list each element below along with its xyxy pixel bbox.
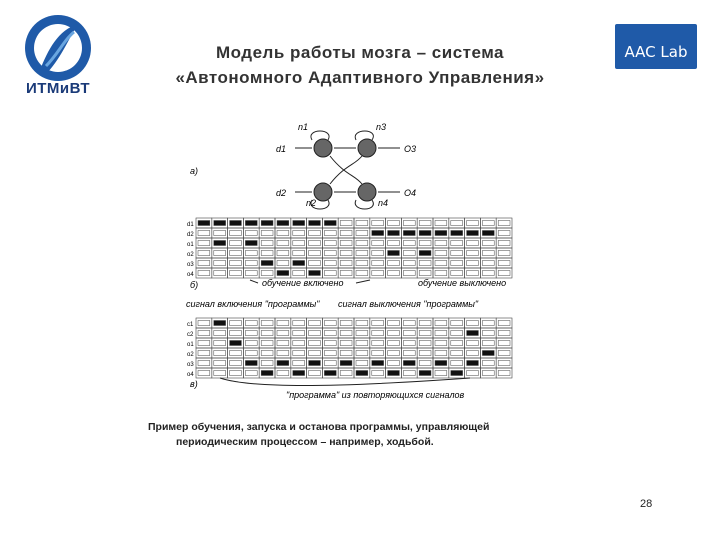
grid-pulse-on — [482, 231, 494, 236]
grid-pulse-off — [293, 321, 305, 326]
grid-pulse-off — [261, 331, 273, 336]
label-program-off: сигнал выключения "программы" — [338, 299, 479, 309]
grid-pulse-on — [261, 261, 273, 266]
grid-pulse-off — [261, 351, 273, 356]
grid-pulse-on — [245, 221, 257, 226]
grid-pulse-off — [467, 371, 479, 376]
grid-pulse-off — [356, 361, 368, 366]
label-d1: d1 — [276, 144, 287, 154]
grid-pulse-off — [198, 371, 210, 376]
grid-pulse-on — [277, 361, 289, 366]
grid-pulse-on — [230, 341, 242, 346]
grid-pulse-off — [419, 261, 431, 266]
itmivt-logo-text: ИТМиВТ — [25, 80, 91, 97]
grid-pulse-off — [498, 351, 510, 356]
grid-pulse-off — [293, 361, 305, 366]
grid-pulse-on — [277, 221, 289, 226]
grid-pulse-off — [214, 231, 226, 236]
grid-pulse-off — [403, 221, 415, 226]
grid-pulse-off — [388, 341, 400, 346]
grid-pulse-off — [293, 251, 305, 256]
grid-pulse-off — [403, 241, 415, 246]
label-learning-off: обучение выключено — [418, 278, 507, 288]
grid-pulse-off — [277, 321, 289, 326]
caption-line-2: периодическим процессом – например, ходьбой. — [176, 436, 434, 448]
grid-pulse-off — [403, 251, 415, 256]
grid-pulse-off — [293, 351, 305, 356]
grid-pulse-off — [388, 261, 400, 266]
grid-row-label: o4 — [187, 372, 194, 378]
grid-pulse-off — [435, 221, 447, 226]
grid-pulse-off — [277, 231, 289, 236]
panel-label-c: в) — [190, 379, 198, 389]
label-program-on: сигнал включения "программы" — [186, 299, 320, 309]
grid-pulse-off — [482, 241, 494, 246]
grid-pulse-off — [324, 331, 336, 336]
grid-pulse-off — [324, 261, 336, 266]
grid-pulse-off — [403, 331, 415, 336]
grid-pulse-on — [214, 221, 226, 226]
grid-pulse-off — [419, 271, 431, 276]
grid-row-label: c1 — [187, 322, 194, 328]
grid-pulse-off — [388, 331, 400, 336]
grid-pulse-off — [309, 231, 321, 236]
grid-pulse-off — [403, 321, 415, 326]
label-o4: O4 — [404, 188, 417, 198]
grid-pulse-off — [467, 341, 479, 346]
grid-pulse-on — [403, 361, 415, 366]
grid-pulse-off — [435, 251, 447, 256]
grid-pulse-off — [356, 241, 368, 246]
grid-pulse-off — [435, 341, 447, 346]
grid-pulse-off — [356, 231, 368, 236]
grid-row-label: o3 — [187, 362, 194, 368]
grid-row-label: c2 — [187, 332, 194, 338]
grid-pulse-off — [340, 351, 352, 356]
neuron-n4 — [358, 183, 376, 201]
grid-pulse-off — [451, 351, 463, 356]
grid-pulse-off — [372, 261, 384, 266]
grid-pulse-on — [435, 231, 447, 236]
grid-pulse-on — [245, 361, 257, 366]
grid-pulse-on — [214, 321, 226, 326]
grid-pulse-off — [324, 251, 336, 256]
grid-row-label: d1 — [187, 222, 194, 228]
grid-pulse-off — [451, 261, 463, 266]
grid-pulse-on — [419, 251, 431, 256]
grid-pulse-off — [372, 241, 384, 246]
grid-pulse-on — [230, 221, 242, 226]
grid-pulse-off — [482, 361, 494, 366]
grid-pulse-off — [324, 361, 336, 366]
grid-pulse-on — [451, 371, 463, 376]
timing-grid-learning — [187, 218, 512, 278]
grid-pulse-off — [230, 321, 242, 326]
grid-pulse-on — [261, 371, 273, 376]
grid-pulse-off — [435, 331, 447, 336]
grid-pulse-off — [372, 341, 384, 346]
grid-pulse-off — [403, 351, 415, 356]
grid-row-label: d2 — [187, 232, 194, 238]
grid-pulse-off — [245, 271, 257, 276]
grid-pulse-off — [356, 351, 368, 356]
grid-pulse-off — [261, 361, 273, 366]
grid-pulse-off — [498, 321, 510, 326]
grid-pulse-on — [309, 361, 321, 366]
title-line-1: Модель работы мозга – система — [215, 43, 505, 62]
grid-pulse-on — [293, 221, 305, 226]
grid-pulse-off — [324, 241, 336, 246]
grid-pulse-off — [403, 271, 415, 276]
grid-pulse-off — [372, 321, 384, 326]
grid-pulse-off — [309, 341, 321, 346]
grid-pulse-off — [482, 271, 494, 276]
neuron-n3 — [358, 139, 376, 157]
page-number: 28 — [640, 498, 653, 510]
grid-pulse-on — [293, 261, 305, 266]
label-program-repeat: "программа" из повторяющихся сигналов — [286, 390, 465, 400]
timing-grid-program — [187, 318, 512, 378]
label-n3: n3 — [376, 122, 387, 132]
grid-pulse-off — [340, 371, 352, 376]
grid-pulse-off — [482, 341, 494, 346]
grid-pulse-on — [467, 361, 479, 366]
grid-pulse-off — [388, 361, 400, 366]
grid-pulse-off — [261, 271, 273, 276]
grid-pulse-off — [388, 221, 400, 226]
grid-pulse-off — [245, 261, 257, 266]
grid-pulse-on — [245, 241, 257, 246]
grid-pulse-off — [340, 221, 352, 226]
grid-pulse-off — [498, 221, 510, 226]
grid-pulse-off — [419, 241, 431, 246]
grid-pulse-off — [324, 341, 336, 346]
label-n2: n2 — [306, 198, 317, 208]
grid-pulse-off — [277, 341, 289, 346]
grid-pulse-off — [245, 231, 257, 236]
grid-pulse-on — [467, 231, 479, 236]
grid-pulse-off — [309, 321, 321, 326]
grid-pulse-off — [467, 271, 479, 276]
grid-pulse-off — [467, 241, 479, 246]
grid-pulse-off — [214, 371, 226, 376]
grid-pulse-on — [482, 351, 494, 356]
grid-pulse-off — [356, 321, 368, 326]
grid-pulse-off — [261, 241, 273, 246]
grid-pulse-off — [451, 331, 463, 336]
grid-pulse-on — [261, 221, 273, 226]
grid-pulse-off — [309, 371, 321, 376]
grid-pulse-off — [467, 221, 479, 226]
grid-pulse-off — [293, 231, 305, 236]
grid-pulse-off — [324, 351, 336, 356]
grid-pulse-off — [419, 221, 431, 226]
label-o3: O3 — [404, 144, 417, 154]
grid-pulse-off — [356, 221, 368, 226]
grid-pulse-off — [214, 341, 226, 346]
grid-pulse-off — [230, 271, 242, 276]
grid-pulse-off — [261, 341, 273, 346]
grid-pulse-off — [356, 261, 368, 266]
grid-row-label: o3 — [187, 262, 194, 268]
panel-label-a: a) — [190, 166, 199, 176]
grid-pulse-off — [372, 371, 384, 376]
grid-pulse-off — [198, 241, 210, 246]
grid-pulse-off — [230, 351, 242, 356]
grid-pulse-on — [198, 221, 210, 226]
grid-pulse-off — [324, 321, 336, 326]
grid-pulse-on — [451, 231, 463, 236]
grid-pulse-off — [230, 231, 242, 236]
grid-pulse-off — [467, 351, 479, 356]
grid-pulse-on — [356, 371, 368, 376]
grid-pulse-off — [277, 261, 289, 266]
aac-lab-logo-text: AAC Lab — [624, 43, 688, 61]
grid-pulse-off — [451, 361, 463, 366]
label-n4: n4 — [378, 198, 389, 208]
grid-pulse-off — [340, 271, 352, 276]
grid-pulse-off — [198, 271, 210, 276]
grid-pulse-off — [261, 231, 273, 236]
grid-row-label: o1 — [187, 242, 194, 248]
grid-pulse-off — [388, 321, 400, 326]
grid-pulse-off — [482, 261, 494, 266]
label-learning-on: обучение включено — [262, 278, 344, 288]
grid-pulse-on — [324, 371, 336, 376]
grid-pulse-off — [403, 341, 415, 346]
grid-pulse-off — [198, 261, 210, 266]
neuron-n2 — [314, 183, 332, 201]
grid-pulse-off — [340, 261, 352, 266]
grid-pulse-off — [309, 261, 321, 266]
grid-pulse-off — [419, 321, 431, 326]
title-line-2: «Автономного Адаптивного Управления» — [175, 68, 545, 87]
grid-pulse-off — [214, 331, 226, 336]
grid-pulse-off — [340, 341, 352, 346]
grid-pulse-off — [245, 371, 257, 376]
grid-pulse-off — [293, 241, 305, 246]
grid-pulse-off — [340, 321, 352, 326]
grid-pulse-off — [340, 241, 352, 246]
grid-pulse-on — [388, 251, 400, 256]
grid-pulse-off — [356, 341, 368, 346]
label-d2: d2 — [276, 188, 287, 198]
grid-pulse-off — [482, 221, 494, 226]
grid-pulse-off — [340, 251, 352, 256]
grid-pulse-off — [198, 351, 210, 356]
grid-pulse-on — [340, 361, 352, 366]
grid-pulse-on — [419, 371, 431, 376]
grid-pulse-on — [277, 271, 289, 276]
caption-line-1: Пример обучения, запуска и останова программы, управляющей — [148, 421, 490, 433]
grid-pulse-off — [230, 241, 242, 246]
grid-pulse-off — [498, 361, 510, 366]
grid-pulse-off — [293, 271, 305, 276]
grid-pulse-off — [435, 321, 447, 326]
grid-pulse-off — [277, 241, 289, 246]
grid-pulse-off — [435, 351, 447, 356]
grid-pulse-off — [451, 271, 463, 276]
grid-pulse-off — [230, 261, 242, 266]
grid-pulse-off — [214, 351, 226, 356]
grid-pulse-off — [482, 371, 494, 376]
grid-pulse-off — [198, 321, 210, 326]
grid-pulse-off — [214, 361, 226, 366]
grid-pulse-off — [277, 251, 289, 256]
grid-pulse-off — [498, 341, 510, 346]
grid-pulse-off — [451, 321, 463, 326]
grid-pulse-off — [261, 321, 273, 326]
grid-pulse-off — [372, 351, 384, 356]
grid-pulse-off — [482, 251, 494, 256]
grid-pulse-off — [467, 251, 479, 256]
grid-pulse-off — [498, 251, 510, 256]
grid-pulse-off — [277, 371, 289, 376]
grid-pulse-on — [324, 221, 336, 226]
grid-pulse-off — [498, 231, 510, 236]
grid-pulse-off — [467, 261, 479, 266]
grid-pulse-off — [230, 331, 242, 336]
grid-row-label: o2 — [187, 252, 194, 258]
grid-pulse-off — [214, 271, 226, 276]
grid-pulse-off — [451, 221, 463, 226]
grid-pulse-off — [230, 251, 242, 256]
grid-pulse-off — [419, 331, 431, 336]
grid-pulse-on — [467, 331, 479, 336]
grid-pulse-on — [403, 231, 415, 236]
grid-pulse-off — [419, 361, 431, 366]
grid-pulse-off — [372, 221, 384, 226]
grid-pulse-off — [498, 261, 510, 266]
grid-pulse-off — [403, 261, 415, 266]
grid-pulse-on — [309, 221, 321, 226]
grid-pulse-off — [277, 351, 289, 356]
grid-pulse-off — [198, 341, 210, 346]
grid-pulse-off — [372, 251, 384, 256]
grid-pulse-off — [214, 261, 226, 266]
grid-pulse-off — [230, 361, 242, 366]
grid-pulse-off — [372, 271, 384, 276]
grid-pulse-on — [435, 361, 447, 366]
grid-pulse-off — [245, 251, 257, 256]
grid-pulse-off — [356, 271, 368, 276]
grid-pulse-off — [261, 251, 273, 256]
grid-pulse-off — [198, 251, 210, 256]
grid-pulse-off — [245, 331, 257, 336]
grid-pulse-off — [498, 271, 510, 276]
grid-pulse-off — [372, 331, 384, 336]
neuron-n1 — [314, 139, 332, 157]
grid-pulse-off — [388, 271, 400, 276]
label-n1: n1 — [298, 122, 309, 132]
grid-pulse-off — [324, 271, 336, 276]
grid-pulse-off — [309, 351, 321, 356]
grid-pulse-on — [372, 361, 384, 366]
grid-pulse-off — [245, 321, 257, 326]
grid-row-label: o4 — [187, 272, 194, 278]
grid-pulse-off — [230, 371, 242, 376]
grid-pulse-on — [388, 231, 400, 236]
grid-pulse-off — [198, 231, 210, 236]
panel-label-b: б) — [190, 280, 199, 290]
grid-row-label: o1 — [187, 342, 194, 348]
grid-pulse-off — [435, 271, 447, 276]
grid-pulse-off — [277, 331, 289, 336]
grid-row-label: o2 — [187, 352, 194, 358]
grid-pulse-off — [419, 341, 431, 346]
grid-pulse-off — [309, 241, 321, 246]
grid-pulse-off — [198, 361, 210, 366]
grid-pulse-off — [324, 231, 336, 236]
grid-pulse-off — [482, 321, 494, 326]
grid-pulse-off — [435, 241, 447, 246]
grid-pulse-off — [451, 241, 463, 246]
grid-pulse-off — [309, 251, 321, 256]
grid-pulse-off — [419, 351, 431, 356]
grid-pulse-off — [498, 371, 510, 376]
grid-pulse-off — [245, 341, 257, 346]
grid-pulse-off — [309, 331, 321, 336]
grid-pulse-off — [435, 261, 447, 266]
grid-pulse-on — [293, 371, 305, 376]
grid-pulse-off — [356, 331, 368, 336]
grid-pulse-off — [498, 331, 510, 336]
grid-pulse-off — [356, 251, 368, 256]
grid-pulse-on — [388, 371, 400, 376]
grid-pulse-off — [467, 321, 479, 326]
grid-pulse-on — [214, 241, 226, 246]
grid-pulse-off — [340, 331, 352, 336]
grid-pulse-on — [419, 231, 431, 236]
grid-pulse-off — [451, 341, 463, 346]
figure-caption — [148, 420, 588, 450]
grid-pulse-off — [388, 351, 400, 356]
grid-pulse-off — [388, 241, 400, 246]
grid-pulse-off — [340, 231, 352, 236]
grid-pulse-off — [198, 331, 210, 336]
grid-pulse-off — [403, 371, 415, 376]
grid-pulse-off — [498, 241, 510, 246]
grid-pulse-off — [214, 251, 226, 256]
grid-pulse-off — [293, 341, 305, 346]
grid-pulse-off — [435, 371, 447, 376]
grid-pulse-on — [372, 231, 384, 236]
grid-pulse-off — [482, 331, 494, 336]
grid-pulse-off — [451, 251, 463, 256]
grid-pulse-off — [245, 351, 257, 356]
grid-pulse-off — [293, 331, 305, 336]
grid-pulse-on — [309, 271, 321, 276]
